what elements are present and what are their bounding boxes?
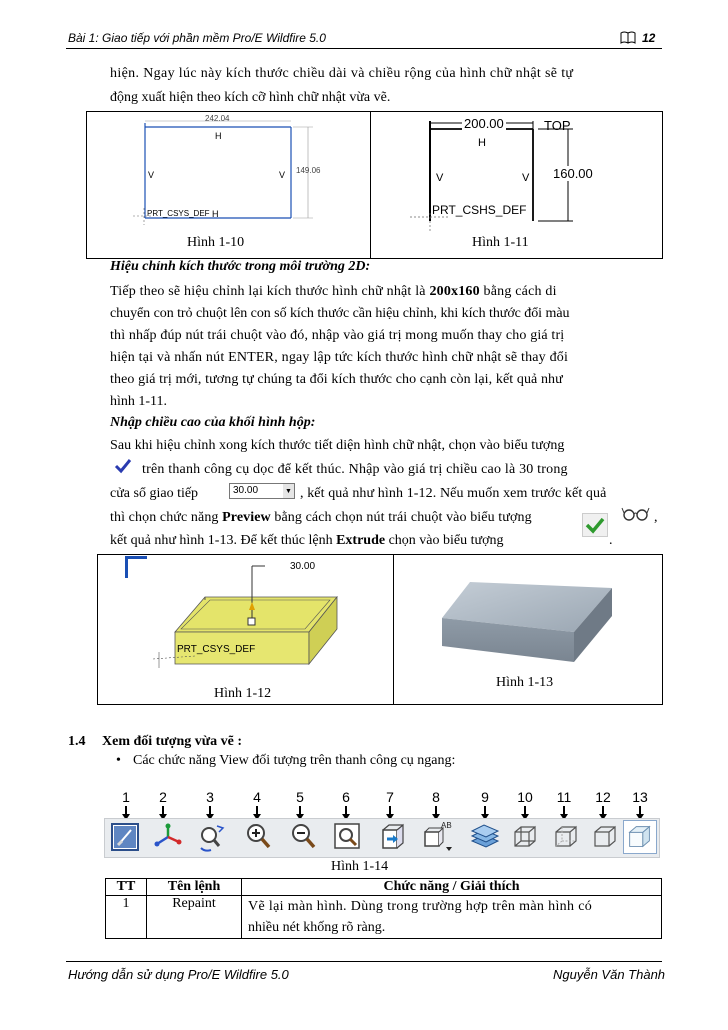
height-line-4 [110,510,532,526]
height-line-5-pre: kết quả như hình 1-13. Để kết thúc lệnh [110,533,337,548]
figure-1-13-caption: Hình 1-13 [496,675,554,690]
height-line-5 [110,533,504,549]
wireframe-icon[interactable] [509,820,543,854]
saved-views-icon[interactable] [421,820,455,854]
toolbar-number-2: 2 [159,789,167,805]
no-hidden-icon[interactable] [589,820,623,854]
adjust-line-2: chuyển con trỏ chuột lên con số kích thước cần hiệu chỉnh, khi kích thước đổi màu [110,306,570,321]
adjust-line-1 [110,284,658,300]
orient-mode-icon[interactable] [195,820,229,854]
page-header-title: Bài 1: Giao tiếp với phần mềm Pro/E Wildfire 5.0 [68,31,326,45]
adjust-line-1-bold: 200x160 [429,284,480,299]
toolbar-number-13: 13 [632,789,648,805]
command-table [105,878,662,939]
fig11-label-v-right: V [522,172,530,184]
header-rule [66,48,662,49]
height-line-5-post: chọn vào biểu tượng [385,533,504,548]
table-header-tt: TT [106,879,147,896]
figure-1-11-caption: Hình 1-11 [472,235,529,250]
fig11-label-v-left: V [436,172,444,184]
intro-line-1: hiện. Ngay lúc này kích thước chiều dài và chiều rộng của hình chữ nhật sẽ tự [110,66,574,81]
table-cell-desc [242,896,662,939]
layers-icon[interactable] [468,820,502,854]
fig10-dim-right: 149.06 [296,166,321,175]
toolbar-number-4: 4 [253,789,261,805]
preview-glasses-icon [621,504,651,522]
footer-left: Hướng dẫn sử dụng Pro/E Wildfire 5.0 [68,967,289,982]
fig11-label-h: H [478,137,486,149]
table-cell-tt: 1 [106,896,147,939]
adjust-line-1-pre: Tiếp theo sẽ hiệu chỉnh lại kích thước hình chữ nhật là [110,284,430,299]
fig10-label-v-right: V [279,170,286,180]
figure-1-12-caption: Hình 1-12 [214,686,272,701]
intro-line-2: động xuất hiện theo kích cỡ hình chữ nhật vừa vẽ. [110,90,391,105]
zoom-out-icon[interactable] [287,820,321,854]
fig10-label-h-bottom: H [212,209,219,219]
figure-divider-2 [393,554,394,704]
figure-1-13-block [440,580,620,670]
height-line-4-pre: thì chọn chức năng [110,510,223,525]
height-line-4-post: bằng cách chọn nút trái chuột vào biểu tượng [270,510,532,525]
footer-right: Nguyễn Văn Thành [553,967,666,982]
toolbar-number-3: 3 [206,789,214,805]
fig11-csys-label: PRT_CSHS_DEF [432,203,527,217]
height-line-3-pre: cửa sổ giao tiếp [110,486,199,501]
check-icon [112,455,134,477]
figure-divider [370,111,371,258]
toolbar-number-11: 11 [556,789,572,805]
hidden-line-icon[interactable] [550,820,584,854]
zoom-in-icon[interactable] [242,820,276,854]
toolbar-number-12: 12 [595,789,611,805]
section-height-heading: Nhập chiều cao của khối hình hộp: [110,415,316,430]
book-icon [620,31,636,44]
bullet-dot: • [116,753,121,768]
adjust-line-6: hình 1-11. [110,394,168,409]
spin-center-icon[interactable] [151,820,185,854]
adjust-line-1-post: bằng cách di [479,284,557,299]
figure-1-12-block [125,556,365,680]
svg-text:AB: AB [441,821,452,830]
height-line-2: trên thanh công cụ dọc để kết thúc. Nhập vào giá trị chiều cao là 30 trong [142,462,568,477]
height-line-5-end: . [609,533,613,548]
toolbar-number-10: 10 [517,789,533,805]
toolbar-number-6: 6 [342,789,350,805]
fig11-dim-top: 200.00 [464,116,504,131]
repaint-icon[interactable] [109,820,143,854]
table-header-row [106,879,662,896]
section-14-bullet-text: Các chức năng View đối tượng trên thanh công cụ ngang: [133,753,456,768]
adjust-line-5: theo giá trị mới, tương tự chúng ta đổi kích thước cho cạnh còn lại, kết quả như [110,372,563,387]
height-input-field[interactable]: 30.00 [229,483,295,499]
toolbar-number-8: 8 [432,789,440,805]
fig10-dim-top: 242.04 [205,114,230,123]
reorient-icon[interactable] [377,820,411,854]
refit-icon[interactable] [331,820,365,854]
toolbar-number-9: 9 [481,789,489,805]
section-14-heading: Xem đối tượng vừa vẽ : [102,734,243,749]
fig10-label-v-left: V [148,170,155,180]
height-line-4-bold: Preview [222,510,271,525]
fig10-csys-label: PRT_CSYS_DEF [147,209,210,218]
fig12-dim: 30.00 [290,561,316,572]
toolbar-number-7: 7 [386,789,394,805]
table-row [106,896,662,939]
adjust-line-4: hiện tại và nhấn nút ENTER, ngay lập tức kích thước hình chữ nhật sẽ thay đổi [110,350,569,365]
fig12-csys-label: PRT_CSYS_DEF [177,644,256,655]
page-number: 12 [642,31,656,45]
fig10-label-h-top: H [215,131,222,141]
table-cell-name: Repaint [147,896,242,939]
shading-icon[interactable] [623,820,657,854]
figure-1-14-caption: Hình 1-14 [331,859,389,874]
extrude-check-icon [582,513,608,537]
height-line-3-post: , kết quả như hình 1-12. Nếu muốn xem trước kết quả [300,486,607,501]
section-adjust-heading: Hiệu chỉnh kích thước trong môi trường 2D: [110,259,371,274]
height-input-dropdown[interactable]: ▼ [283,484,294,498]
height-line-5-bold: Extrude [336,533,386,548]
table-header-desc: Chức năng / Giải thích [242,879,662,896]
footer-rule [66,961,662,962]
toolbar-number-1: 1 [122,789,130,805]
height-line-1: Sau khi hiệu chỉnh xong kích thước tiết diện hình chữ nhật, chọn vào biểu tượng [110,438,565,453]
table-desc-line-1: Vẽ lại màn hình. Dùng trong trường hợp trên màn hình có [248,899,593,914]
height-line-4-end: , [654,510,658,525]
table-desc-line-2: nhiều nét khống rõ ràng. [248,920,386,935]
fig11-dim-right: 160.00 [553,166,593,181]
toolbar-number-5: 5 [296,789,304,805]
section-14-number: 1.4 [68,734,86,749]
fig11-top-label: TOP [544,118,571,133]
figure-1-10-caption: Hình 1-10 [187,235,245,250]
adjust-line-3: thì nhấp đúp nút trái chuột vào đó, nhập vào giá trị mong muốn thay cho giá trị [110,328,565,343]
table-header-name: Tên lệnh [147,879,242,896]
